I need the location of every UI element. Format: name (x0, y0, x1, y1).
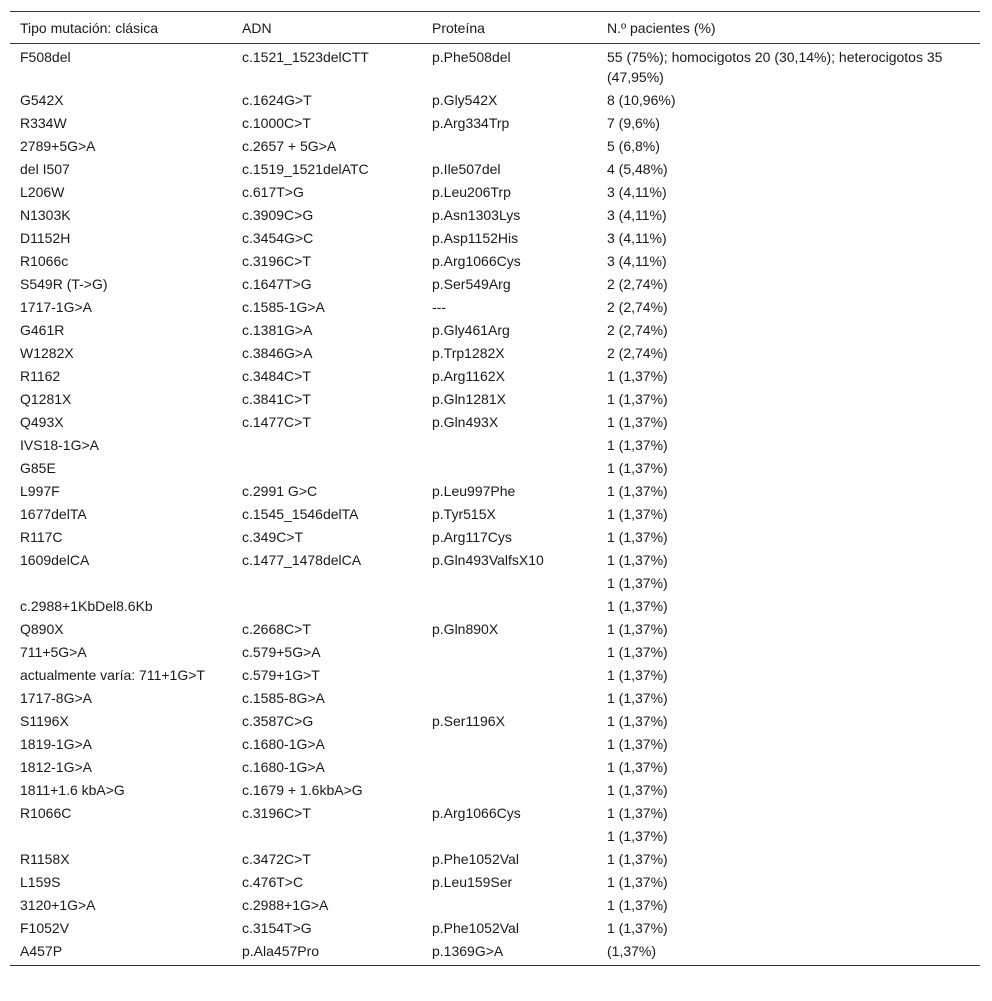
cell-patients: 1 (1,37%) (607, 920, 668, 936)
cell-patients: 3 (4,11%) (607, 207, 667, 223)
cell-patients: 2 (2,74%) (607, 322, 668, 338)
table-row (10, 940, 980, 966)
cell-mutation-type: R1066c (20, 253, 69, 269)
cell-mutation-type: F1052V (20, 920, 70, 936)
cell-dna: c.1521_1523delCTT (242, 49, 369, 65)
cell-dna: c.579+1G>T (242, 667, 320, 683)
cell-protein: p.Arg1066Cys (432, 805, 521, 821)
mutation-table-container (10, 11, 980, 966)
table-row (10, 779, 980, 802)
cell-dna: c.1477C>T (242, 414, 311, 430)
cell-dna: c.3454G>C (242, 230, 314, 246)
cell-dna: c.579+5G>A (242, 644, 321, 660)
cell-protein: p.Gln493ValfsX10 (432, 552, 544, 568)
cell-dna (232, 434, 422, 457)
cell-dna: c.3154T>G (242, 920, 312, 936)
table-row (10, 710, 980, 733)
cell-protein: p.Phe508del (432, 49, 511, 65)
cell-dna: c.1477_1478delCA (242, 552, 362, 568)
cell-dna: p.Ala457Pro (242, 943, 320, 959)
cell-patients: 1 (1,37%) (607, 736, 668, 752)
cell-protein: p.Asp1152His (432, 230, 519, 246)
cell-patients: (1,37%) (607, 943, 657, 959)
cell-protein (422, 687, 597, 710)
table-row (10, 572, 980, 595)
cell-dna: c.3196C>T (242, 805, 311, 821)
table-row (10, 687, 980, 710)
cell-protein: p.Arg1066Cys (432, 253, 521, 269)
table-row (10, 618, 980, 641)
table-row (10, 848, 980, 871)
cell-protein: p.Gly542X (432, 92, 498, 108)
cell-protein: p.Leu159Ser (432, 874, 513, 890)
cell-dna: c.1624G>T (242, 92, 312, 108)
table-row (10, 204, 980, 227)
cell-mutation-type: G85E (20, 460, 56, 476)
cell-mutation-type: Q493X (20, 414, 64, 430)
cell-dna (232, 572, 422, 595)
cell-protein (422, 641, 597, 664)
cell-patients: 1 (1,37%) (607, 690, 668, 706)
table-row (10, 158, 980, 181)
table-row (10, 503, 980, 526)
cell-patients: 1 (1,37%) (607, 598, 668, 614)
table-row (10, 342, 980, 365)
cell-protein (422, 595, 597, 618)
table-row (10, 434, 980, 457)
cell-mutation-type: R1162 (20, 368, 61, 384)
cell-patients: 3 (4,11%) (607, 184, 667, 200)
cell-patients: 7 (9,6%) (607, 115, 660, 131)
table-row (10, 595, 980, 618)
cell-mutation-type (10, 825, 232, 848)
table-row (10, 894, 980, 917)
cell-protein: p.Gln493X (432, 414, 499, 430)
cell-dna: c.1585-8G>A (242, 690, 325, 706)
cell-dna: c.3472C>T (242, 851, 311, 867)
cell-patients: 1 (1,37%) (607, 759, 668, 775)
table-row (10, 112, 980, 135)
cell-mutation-type: N1303K (20, 207, 71, 223)
cell-dna: c.1647T>G (242, 276, 312, 292)
cell-dna: c.1545_1546delTA (242, 506, 359, 522)
cell-dna: c.3587C>G (242, 713, 314, 729)
cell-protein: p.Arg334Trp (432, 115, 510, 131)
cell-mutation-type: 1717-8G>A (20, 690, 92, 706)
table-row (10, 664, 980, 687)
cell-patients: 1 (1,37%) (607, 713, 668, 729)
cell-protein (422, 733, 597, 756)
cell-mutation-type: L206W (20, 184, 65, 200)
cell-patients: 1 (1,37%) (607, 874, 668, 890)
cell-protein (422, 894, 597, 917)
cell-patients: 2 (2,74%) (607, 299, 668, 315)
cell-mutation-type: 1812-1G>A (20, 759, 92, 775)
table-row (10, 319, 980, 342)
table-row (10, 250, 980, 273)
cell-protein: p.Leu997Phe (432, 483, 516, 499)
table-row (10, 917, 980, 940)
cell-mutation-type: 1811+1.6 kbA>G (20, 782, 125, 798)
cell-patients: 4 (5,48%) (607, 161, 668, 177)
cell-mutation-type: G461R (20, 322, 65, 338)
cell-patients: 1 (1,37%) (607, 667, 668, 683)
cell-dna: c.3196C>T (242, 253, 311, 269)
cell-patients: 1 (1,37%) (607, 621, 668, 637)
cell-patients: 1 (1,37%) (607, 414, 668, 430)
cell-mutation-type: 2789+5G>A (20, 138, 96, 154)
cell-mutation-type: L997F (20, 483, 60, 499)
cell-dna (232, 595, 422, 618)
cell-protein: p.Tyr515X (432, 506, 496, 522)
cell-patients: 1 (1,37%) (607, 828, 668, 844)
header-patients: N.º pacientes (%) (607, 19, 716, 36)
cell-patients: 1 (1,37%) (607, 460, 668, 476)
cell-protein: p.Gly461Arg (432, 322, 510, 338)
cell-patients: 1 (1,37%) (607, 575, 668, 591)
cell-mutation-type (10, 572, 232, 595)
cell-dna: c.3484C>T (242, 368, 311, 384)
cell-protein: p.Arg117Cys (432, 529, 512, 545)
cell-patients: 2 (2,74%) (607, 345, 668, 361)
table-row (10, 411, 980, 434)
cell-mutation-type: Q890X (20, 621, 64, 637)
cell-protein: p.1369G>A (432, 943, 504, 959)
cell-mutation-type: 1819-1G>A (20, 736, 92, 752)
table-row (10, 549, 980, 572)
cell-patients: 3 (4,11%) (607, 253, 667, 269)
cell-protein: p.Phe1052Val (432, 851, 519, 867)
cell-protein (422, 779, 597, 802)
cell-protein: p.Trp1282X (432, 345, 505, 361)
cell-patients: 1 (1,37%) (607, 368, 668, 384)
header-dna: ADN (242, 19, 272, 36)
cell-protein: p.Ile507del (432, 161, 501, 177)
table-row (10, 181, 980, 204)
cell-protein (422, 572, 597, 595)
cell-mutation-type: R1158X (20, 851, 70, 867)
cell-mutation-type: S549R (T->G) (20, 276, 108, 292)
cell-mutation-type: 3120+1G>A (20, 897, 96, 913)
table-row (10, 388, 980, 411)
table-row (10, 44, 980, 90)
table-header (10, 12, 980, 44)
cell-patients: 5 (6,8%) (607, 138, 660, 154)
cell-protein (422, 825, 597, 848)
cell-protein (422, 434, 597, 457)
mutation-table (10, 11, 980, 966)
cell-dna: c.2991 G>C (242, 483, 318, 499)
cell-mutation-type: R117C (20, 529, 63, 545)
cell-mutation-type: W1282X (20, 345, 74, 361)
cell-mutation-type: c.2988+1KbDel8.6Kb (20, 598, 153, 614)
cell-patients: 1 (1,37%) (607, 529, 668, 545)
cell-patients: 3 (4,11%) (607, 230, 667, 246)
cell-mutation-type: 711+5G>A (20, 644, 87, 660)
cell-patients: 55 (75%); homocigotos 20 (30,14%); heterocigotos 35 (47,95%) (607, 49, 943, 85)
table-row (10, 871, 980, 894)
cell-mutation-type: 1677delTA (20, 506, 87, 522)
cell-protein: p.Ser549Arg (432, 276, 511, 292)
table-row (10, 641, 980, 664)
cell-patients: 2 (2,74%) (607, 276, 668, 292)
cell-mutation-type: actualmente varía: 711+1G>T (20, 667, 205, 683)
cell-mutation-type: del I507 (20, 161, 70, 177)
cell-patients: 1 (1,37%) (607, 644, 668, 660)
cell-patients: 1 (1,37%) (607, 782, 668, 798)
cell-dna: c.1680-1G>A (242, 736, 325, 752)
table-row (10, 756, 980, 779)
cell-patients: 1 (1,37%) (607, 391, 668, 407)
cell-protein: p.Gln890X (432, 621, 499, 637)
cell-dna: c.1585-1G>A (242, 299, 325, 315)
cell-dna: c.2988+1G>A (242, 897, 329, 913)
cell-dna (232, 457, 422, 480)
cell-patients: 8 (10,96%) (607, 92, 676, 108)
table-row (10, 365, 980, 388)
cell-mutation-type: Q1281X (20, 391, 72, 407)
table-row (10, 457, 980, 480)
table-row (10, 296, 980, 319)
cell-dna: c.1519_1521delATC (242, 161, 369, 177)
cell-protein: p.Arg1162X (432, 368, 505, 384)
cell-protein: p.Ser1196X (432, 713, 505, 729)
cell-mutation-type: S1196X (20, 713, 69, 729)
cell-protein (422, 457, 597, 480)
cell-mutation-type: 1717-1G>A (20, 299, 92, 315)
cell-patients: 1 (1,37%) (607, 552, 668, 568)
cell-protein: --- (432, 299, 446, 315)
table-row (10, 480, 980, 503)
table-row (10, 802, 980, 825)
cell-patients: 1 (1,37%) (607, 805, 668, 821)
cell-mutation-type: R334W (20, 115, 67, 131)
cell-protein (422, 135, 597, 158)
cell-dna: c.1679 + 1.6kbA>G (242, 782, 363, 798)
cell-mutation-type: G542X (20, 92, 64, 108)
cell-patients: 1 (1,37%) (607, 851, 668, 867)
table-body (10, 44, 980, 966)
cell-protein (422, 664, 597, 687)
cell-protein: p.Asn1303Lys (432, 207, 521, 223)
cell-dna: c.3846G>A (242, 345, 313, 361)
cell-dna: c.1381G>A (242, 322, 313, 338)
cell-dna: c.349C>T (242, 529, 304, 545)
cell-dna: c.2657 + 5G>A (242, 138, 337, 154)
table-row (10, 227, 980, 250)
cell-dna: c.3841C>T (242, 391, 311, 407)
cell-mutation-type: D1152H (20, 230, 71, 246)
cell-mutation-type: R1066C (20, 805, 72, 821)
header-row (10, 12, 980, 44)
cell-dna: c.617T>G (242, 184, 304, 200)
table-row (10, 526, 980, 549)
cell-patients: 1 (1,37%) (607, 506, 668, 522)
table-row (10, 825, 980, 848)
cell-dna (232, 825, 422, 848)
cell-protein: p.Phe1052Val (432, 920, 519, 936)
cell-dna: c.2668C>T (242, 621, 311, 637)
cell-dna: c.3909C>G (242, 207, 314, 223)
cell-dna: c.476T>C (242, 874, 304, 890)
cell-dna: c.1680-1G>A (242, 759, 325, 775)
cell-patients: 1 (1,37%) (607, 897, 668, 913)
table-row (10, 89, 980, 112)
cell-protein: p.Leu206Trp (432, 184, 511, 200)
table-row (10, 733, 980, 756)
cell-protein: p.Gln1281X (432, 391, 506, 407)
cell-patients: 1 (1,37%) (607, 483, 668, 499)
cell-patients: 1 (1,37%) (607, 437, 668, 453)
table-row (10, 135, 980, 158)
cell-protein (422, 756, 597, 779)
cell-mutation-type: A457P (20, 943, 63, 959)
cell-mutation-type: IVS18-1G>A (20, 437, 99, 453)
cell-mutation-type: L159S (20, 874, 61, 890)
table-row (10, 273, 980, 296)
header-mutation-type: Tipo mutación: clásica (20, 19, 158, 36)
cell-mutation-type: F508del (20, 49, 71, 65)
cell-mutation-type: 1609delCA (20, 552, 90, 568)
cell-dna: c.1000C>T (242, 115, 311, 131)
header-protein: Proteína (432, 19, 485, 36)
